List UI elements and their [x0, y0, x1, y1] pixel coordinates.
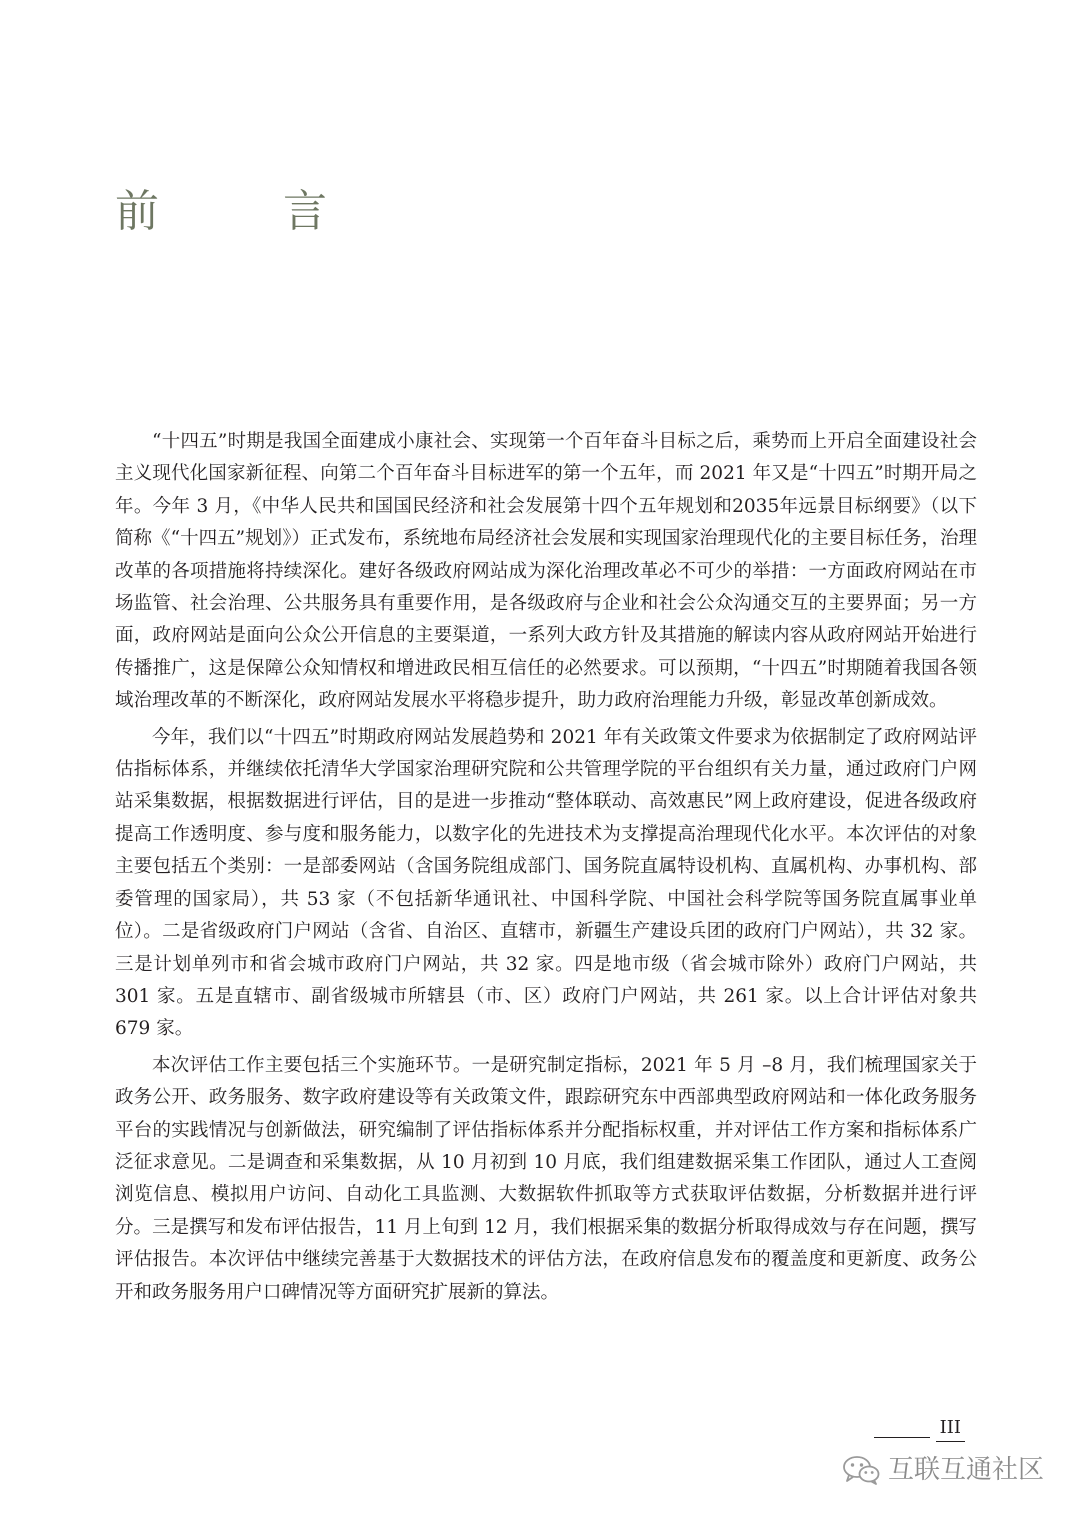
paragraph-2: 今年，我们以“十四五”时期政府网站发展趋势和 2021 年有关政策文件要求为依据制定了政府网站评估指标体系，并继续依托清华大学国家治理研究院和公共管理学院的平台组织有关力量，通过政府门户网站采集数据，根据数据进行评估，目的是进一步推动“整体联动、高效惠民”网上政府建设，促进各级政府提高工作透明度、参与度和服务能力，以数字化的先进技术为支撑提高治理现代化水平。本次评估的对象主要包括五个类别：一是部委网站（含国务院组成部门、国务院直属特设机构、直属机构、办事机构、部委管理的国家局），共 53 家（不包括新华通讯社、中国科学院、中国社会科学院等国务院直属事业单位）。二是省级政府门户网站（含省、自治区、直辖市，新疆生产建设兵团的政府门户网站），共 32 家。三是计划单列市和省会城市政府门户网站，共 32 家。四是地市级（省会城市除外）政府门户网站，共 301 家。五是直辖市、副省级城市所辖县（市、区）政府门户网站，共 261 家。以上合计评估对象共 679 家。	[115, 726, 977, 1040]
paragraph-1: “十四五”时期是我国全面建成小康社会、实现第一个百年奋斗目标之后，乘势而上开启全面建设社会主义现代化国家新征程、向第二个百年奋斗目标进军的第一个五年，而 2021 年又是“十四五”时期开局之年。今年 3 月，《中华人民共和国国民经济和社会发展第十四个五年规划和2035年远景目标纲要》（以下简称《“十四五”规划》）正式发布，系统地布局经济社会发展和实现国家治理现代化的主要目标任务，治理改革的各项措施将持续深化。建好各级政府网站成为深化治理改革必不可少的举措：一方面政府网站在市场监管、社会治理、公共服务具有重要作用，是各级政府与企业和社会公众沟通交互的主要界面；另一方面，政府网站是面向公众公开信息的主要渠道，一系列大政方针及其措施的解读内容从政府网站开始进行传播推广，这是保障公众知情权和增进政民相互信任的必然要求。可以预期，“十四五”时期随着我国各领域治理改革的不断深化，政府网站发展水平将稳步提升，助力政府治理能力升级，彰显改革创新成效。	[115, 431, 977, 712]
watermark-text: 互联互通社区	[887, 1455, 1044, 1485]
body-text	[115, 426, 977, 1309]
page-footer	[874, 1415, 965, 1442]
paragraph-3: 本次评估工作主要包括三个实施环节。一是研究制定指标，2021 年 5 月 –8 月，我们梳理国家关于政务公开、政务服务、数字政府建设等有关政策文件，跟踪研究东中西部典型政府网站和一体化政务服务平台的实践情况与创新做法，研究编制了评估指标体系并分配指标权重，并对评估工作方案和指标体系广泛征求意见。二是调查和采集数据，从 10 月初到 10 月底，我们组建数据采集工作团队，通过人工查阅浏览信息、模拟用户访问、自动化工具监测、大数据软件抓取等方式获取评估数据，分析数据并进行评分。三是撰写和发布评估报告，11 月上旬到 12 月，我们根据采集的数据分析取得成效与存在问题，撰写评估报告。本次评估中继续完善基于大数据技术的评估方法，在政府信息发布的覆盖度和更新度、政务公开和政务服务用户口碑情况等方面研究扩展新的算法。	[115, 1054, 977, 1303]
footer-rule	[874, 1437, 930, 1438]
watermark	[842, 1450, 1044, 1490]
page-number: III	[936, 1415, 965, 1442]
wechat-icon	[842, 1455, 880, 1485]
page-title: 前 言	[115, 186, 367, 237]
